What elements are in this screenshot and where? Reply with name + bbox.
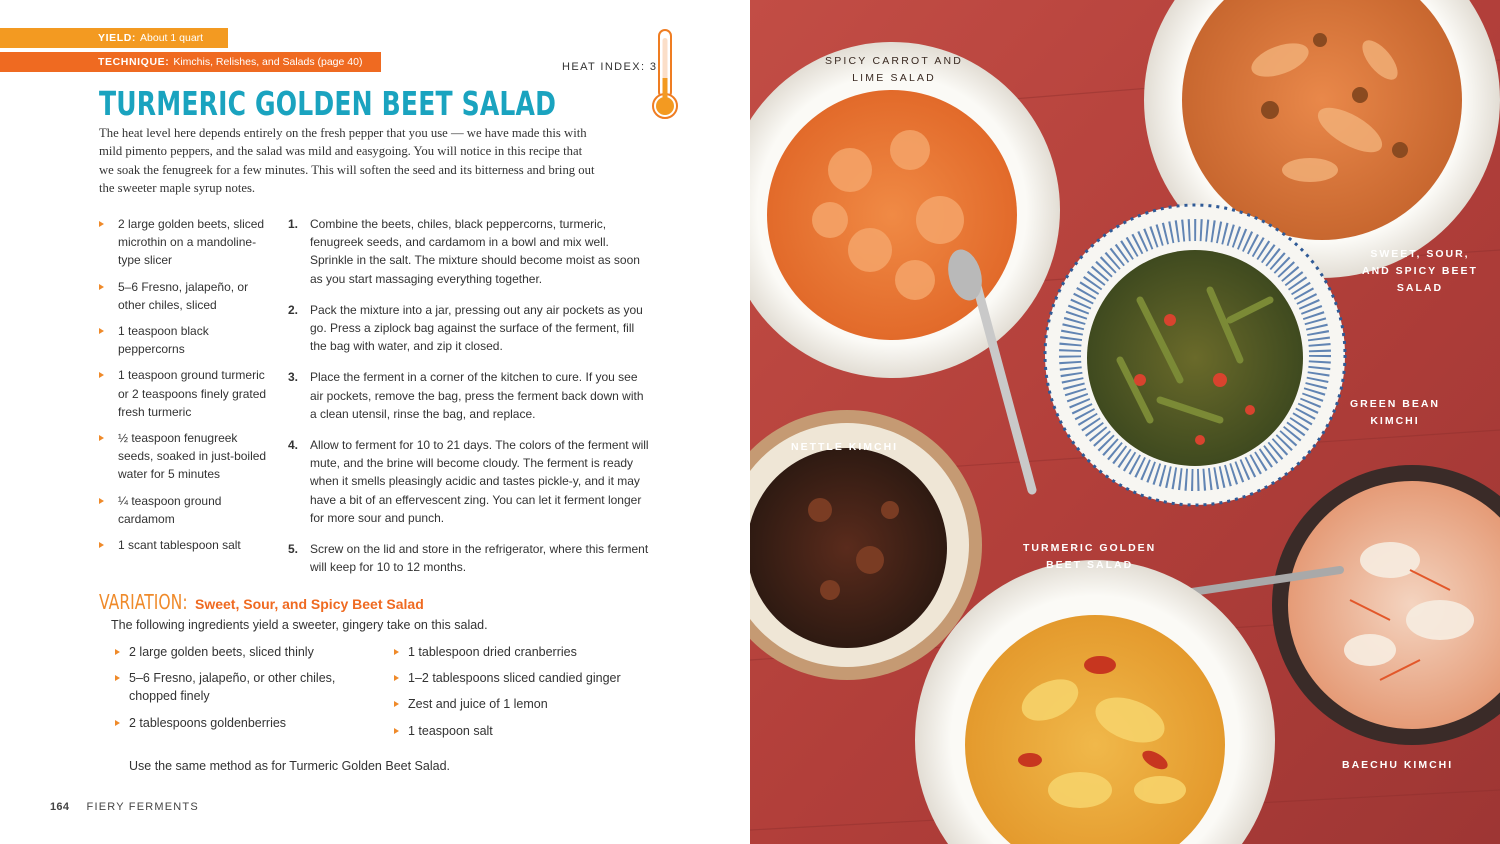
list-item: 2 large golden beets, sliced thinly (115, 643, 375, 661)
list-item: 1 teaspoon salt (394, 722, 694, 740)
caption-green-bean: GREEN BEAN KIMCHI (1350, 398, 1441, 427)
bullet-icon (115, 649, 120, 655)
bullet-icon (99, 284, 104, 290)
bullet-icon (99, 221, 104, 227)
list-item: ½ teaspoon fenugreek seeds, soaked in just-boiled water for 5 minutes (99, 429, 269, 484)
heat-index: HEAT INDEX: 3 (562, 61, 658, 73)
list-item: ¼ teaspoon ground cardamom (99, 492, 269, 528)
food-photo (750, 0, 1500, 844)
caption-carrot: SPICY CARROT AND LIME SALAD (825, 55, 964, 84)
step-item: 5. Screw on the lid and store in the refrigerator, where this ferment will keep for 10 to 12 months. (288, 542, 649, 575)
caption-nettle: NETTLE KIMCHI (791, 441, 899, 453)
bullet-icon (99, 498, 104, 504)
list-item: 5–6 Fresno, jalapeño, or other chiles, sliced (99, 278, 269, 314)
list-item: 1–2 tablespoons sliced candied ginger (394, 669, 694, 687)
section-title: FIERY FERMENTS (86, 801, 199, 813)
list-item: 1 teaspoon ground turmeric or 2 teaspoons finely grated fresh turmeric (99, 366, 269, 421)
bullet-icon (394, 701, 399, 707)
recipe-title: TURMERIC GOLDEN BEET SALAD (99, 84, 557, 123)
technique-label: TECHNIQUE: (98, 56, 170, 68)
ingredient-list (99, 215, 269, 562)
step-item: 4. Allow to ferment for 10 to 21 days. The colors of the ferment will mute, and the brine will become cloudy. The ferment is ready when it smells pleasingly acidic and tastes pickle-y, and it may have a bit of an effervescent zing. You can let it ferment longer for more sour and punch. (288, 438, 649, 525)
yield-value: About 1 quart (140, 32, 204, 44)
bullet-icon (394, 675, 399, 681)
list-item: 1 tablespoon dried cranberries (394, 643, 694, 661)
recipe-intro: The heat level here depends entirely on the fresh pepper that you use — we have made this with mild pimento peppers, and the salad was mild and easygoing. You will notice in this recipe that we soak the fenugreek for a few minutes. This will soften the seed and its bitterness and bring out the sweeter maple syrup notes. (99, 126, 595, 195)
variation-ingredients-left (115, 643, 375, 740)
variation-heading (99, 590, 424, 614)
page-number: 164 (50, 801, 70, 813)
yield-band (0, 28, 228, 48)
list-item: 1 scant tablespoon salt (99, 536, 269, 554)
step-item: 3. Place the ferment in a corner of the kitchen to cure. If you see air pockets, remove the bag, press the ferment back down with a clean utensil, rinse the bag, and replace. (288, 370, 644, 421)
variation-ingredients-right (394, 643, 694, 748)
technique-band (0, 52, 381, 72)
thermometer-icon (648, 28, 682, 122)
list-item: 1 teaspoon black peppercorns (99, 322, 269, 358)
variation-title: Sweet, Sour, and Spicy Beet Salad (195, 596, 424, 612)
list-item: 5–6 Fresno, jalapeño, or other chiles, chopped finely (115, 669, 375, 705)
bullet-icon (99, 542, 104, 548)
list-item: 2 tablespoons goldenberries (115, 714, 375, 732)
caption-turmeric: TURMERIC GOLDEN BEET SALAD (1023, 542, 1157, 571)
variation-description: The following ingredients yield a sweeter, gingery take on this salad. (111, 618, 488, 632)
variation-note: Use the same method as for Turmeric Golden Beet Salad. (129, 759, 450, 773)
bullet-icon (394, 649, 399, 655)
step-item: 2. Pack the mixture into a jar, pressing out any air pockets as you go. Press a ziplock bag against the surface of the ferment, fill the bag with water, and zip it closed. (288, 302, 643, 354)
variation-label: VARIATION: (99, 590, 188, 614)
list-item: Zest and juice of 1 lemon (394, 695, 694, 713)
bullet-icon (115, 720, 120, 726)
bullet-icon (99, 372, 104, 378)
caption-baechu: BAECHU KIMCHI (1342, 759, 1454, 771)
step-item: 1. Combine the beets, chiles, black peppercorns, turmeric, fenugreek seeds, and cardamom in a bowl and mix well. Sprinkle in the salt. The mixture should become moist as soon as you start massaging everything together. (288, 217, 640, 286)
bullet-icon (99, 435, 104, 441)
yield-label: YIELD: (98, 32, 137, 44)
bullet-icon (99, 328, 104, 334)
bullet-icon (394, 728, 399, 734)
list-item: 2 large golden beets, sliced microthin on a mandoline-type slicer (99, 215, 269, 270)
technique-value: Kimchis, Relishes, and Salads (page 40) (173, 56, 363, 68)
bullet-icon (115, 675, 120, 681)
caption-sweet-sour: SWEET, SOUR, AND SPICY BEET SALAD (1362, 248, 1478, 294)
method-steps (288, 215, 653, 589)
page-footer (50, 801, 199, 813)
